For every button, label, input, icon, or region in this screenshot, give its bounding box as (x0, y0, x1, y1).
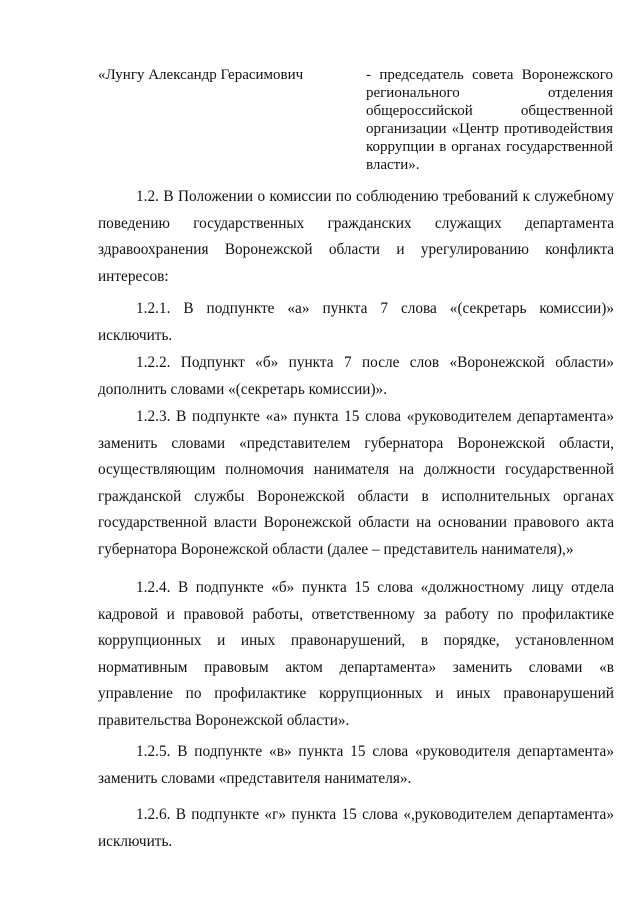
paragraph-1-2-1: 1.2.1. В подпункте «а» пункта 7 слова «(секретарь комиссии)» исключить. (98, 300, 614, 344)
member-role: - председатель совета Воронежского регионального отделения общероссийской общественной организации «Центр противодействия коррупции в органах государственной власти». (366, 67, 613, 173)
member-name: «Лунгу Александр Герасимович (98, 67, 304, 83)
paragraph-1-2-3: 1.2.3. В подпункте «а» пункта 15 слова «руководителем департамента» заменить словами «представителем губернатора Воронежской области, осуществляющим полномочия нанимателя на должности государственной гражданской службы Воронежской области в исполнительных органах государственной власти Воронежской области на основании правового акта губернатора Воронежской области (далее – представитель нанимателя),» (98, 408, 614, 558)
commission-member-entry (98, 66, 614, 176)
paragraph-1-2-2: 1.2.2. Подпункт «б» пункта 7 после слов «Воронежской области» дополнить словами «(секретарь комиссии)». (98, 354, 614, 398)
paragraph-1-2-5: 1.2.5. В подпункте «в» пункта 15 слова «руководителя департамента» заменить словами «представителя нанимателя». (98, 743, 614, 787)
paragraph-1-2: 1.2. В Положении о комиссии по соблюдению требований к служебному поведению государственных гражданских служащих департамента здравоохранения Воронежской области и урегулированию конфликта интересов: (98, 188, 614, 285)
paragraph-1-2-6: 1.2.6. В подпункте «г» пункта 15 слова «,руководителем департамента» исключить. (98, 806, 614, 850)
paragraph-1-2-4: 1.2.4. В подпункте «б» пункта 15 слова «должностному лицу отдела кадровой и правовой работы, ответственному за работу по профилактике коррупционных и иных правонарушений, в порядке, установленном нормативным правовым актом департамента» заменить словами «в управление по профилактике коррупционных и иных правонарушений правительства Воронежской области». (98, 579, 614, 729)
